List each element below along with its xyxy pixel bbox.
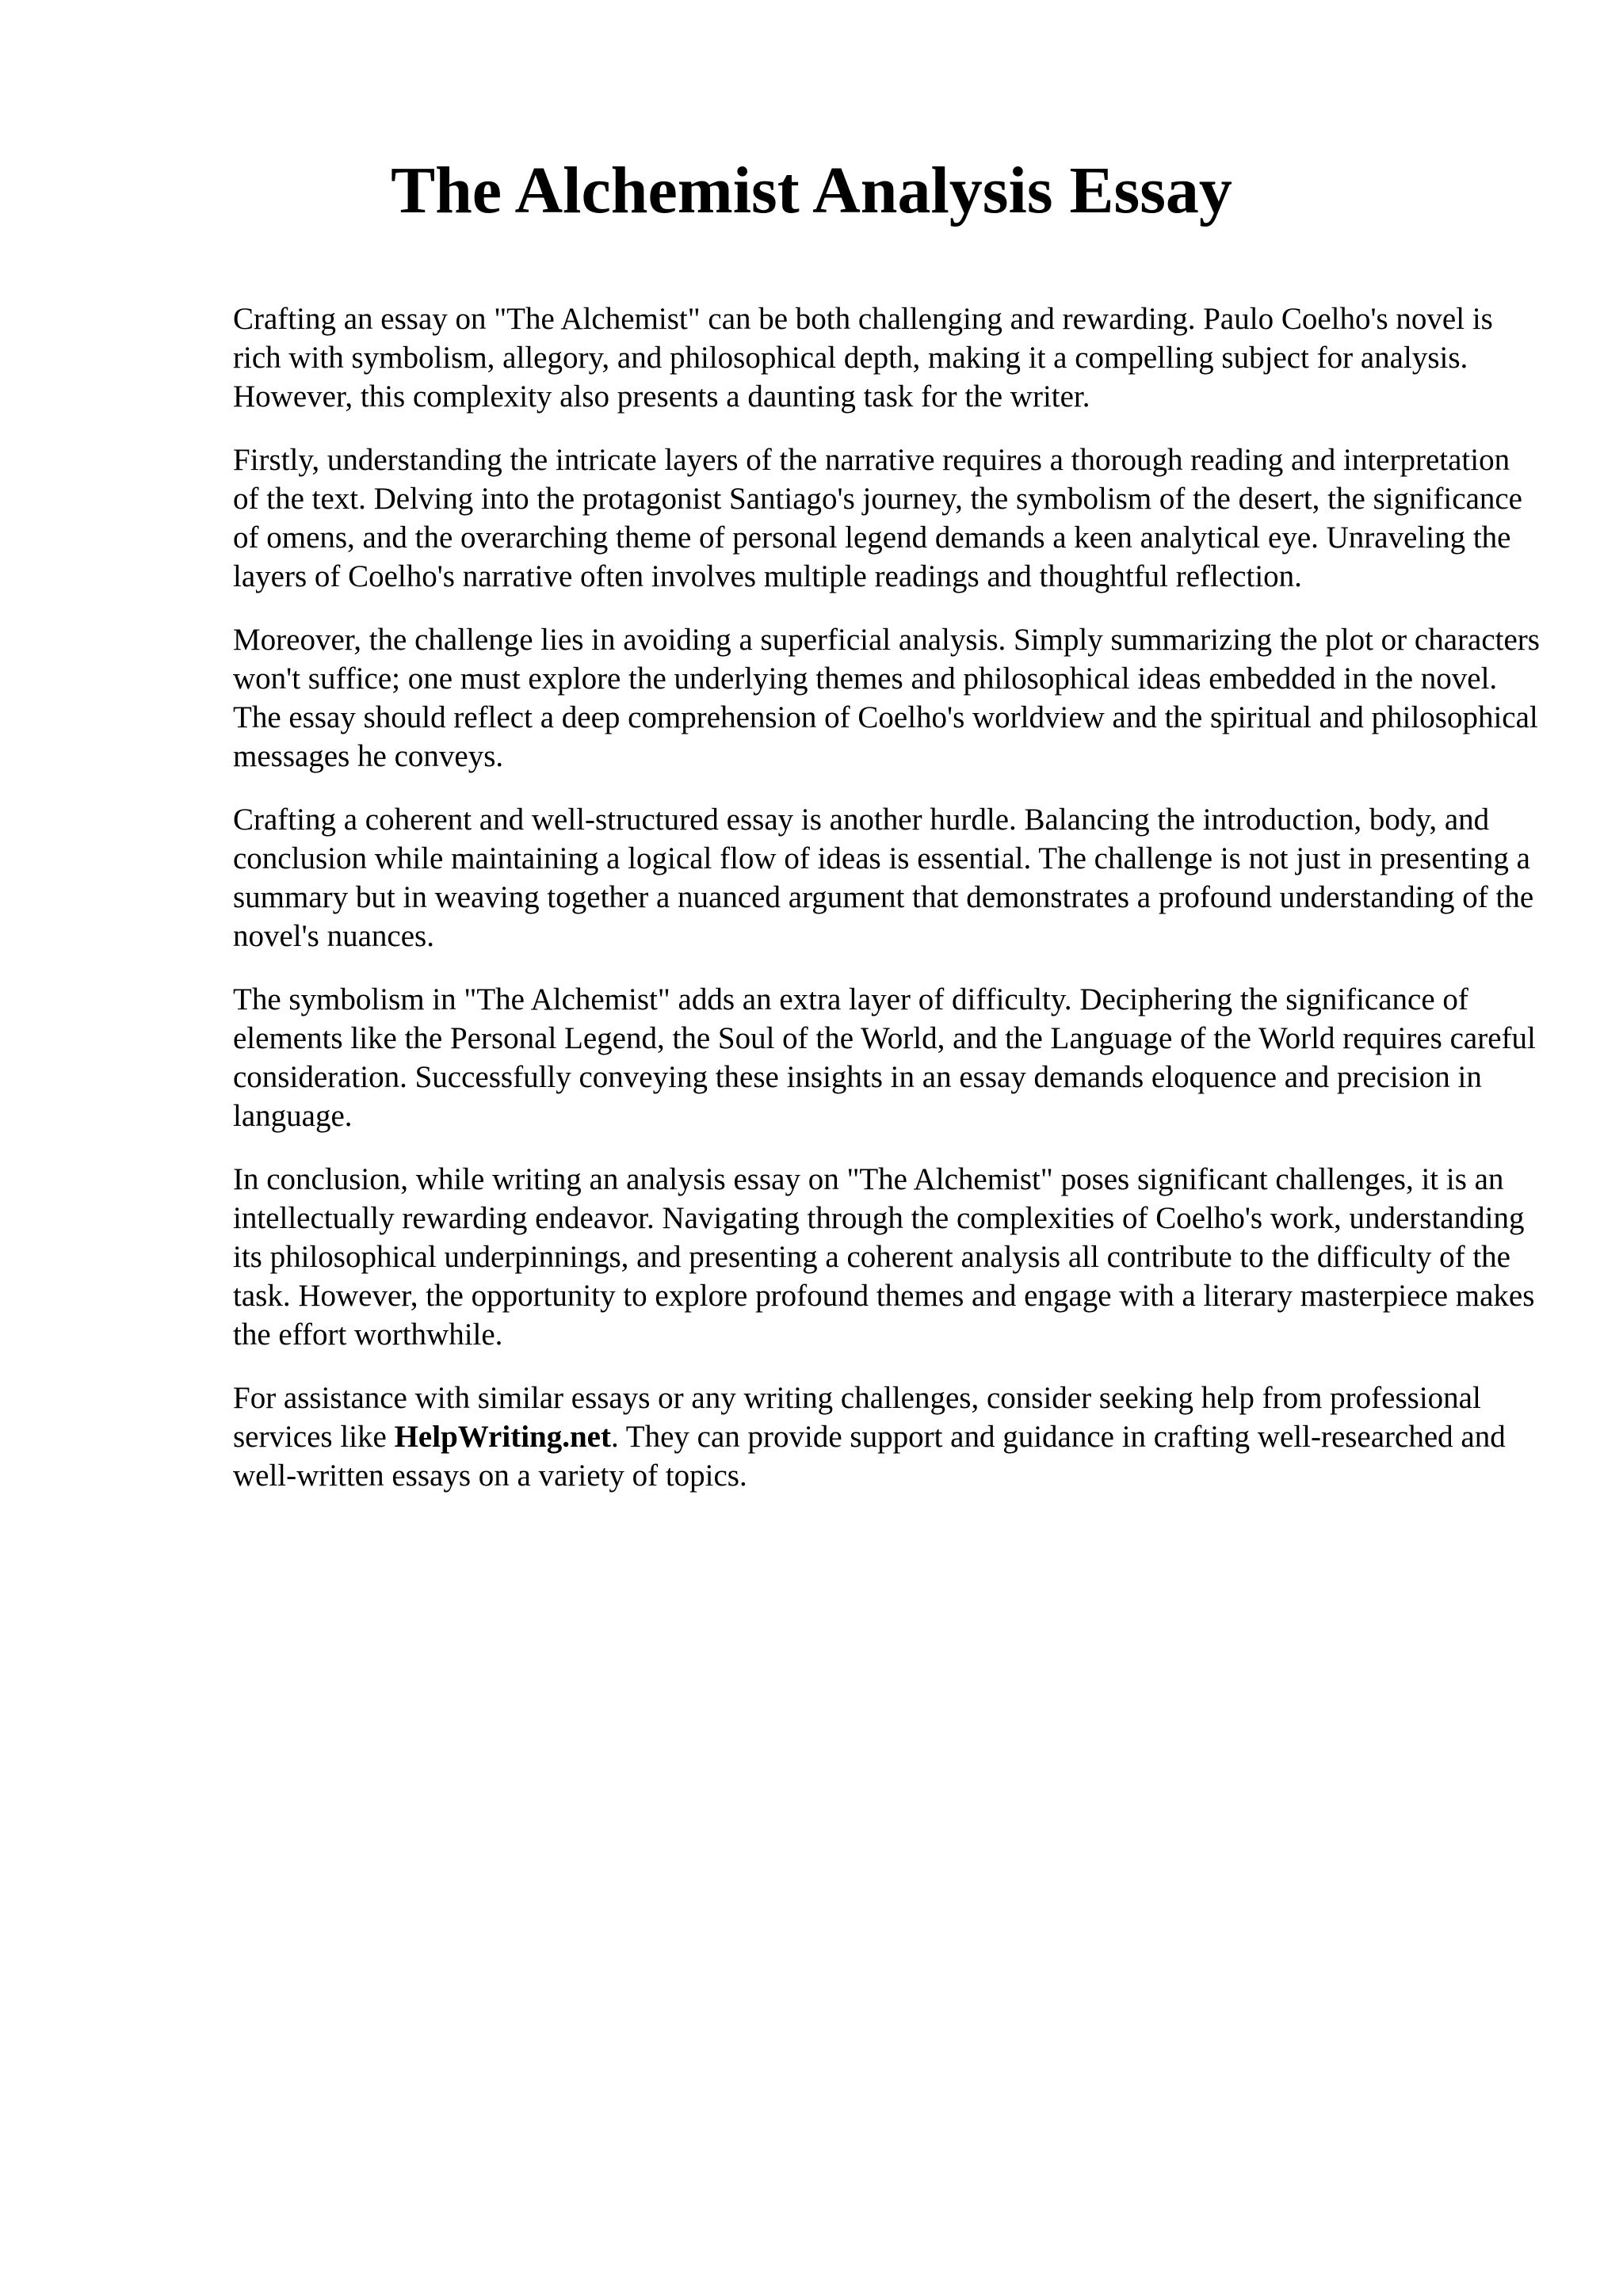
brand-name: HelpWriting.net (394, 1420, 611, 1454)
closing-text-after: . They can provide support and guidance in crafting well-researched and well-written essays on a variety of topics. (233, 1420, 1506, 1493)
paragraph-closing (233, 1379, 1541, 1495)
paragraph-conclusion: In conclusion, while writing an analysis essay on "The Alchemist" poses significant challenges, it is an intellectually rewarding endeavor. Navigating through the complexities of Coelho's work, understanding its philosophical underpinnings, and presenting a coherent analysis all contribute to the difficulty of the task. However, the opportunity to explore profound themes and engage with a literary masterpiece makes the effort worthwhile. (233, 1162, 1535, 1352)
paragraph-intro: Crafting an essay on "The Alchemist" can be both challenging and rewarding. Paulo Coelho's novel is rich with symbolism, allegory, and philosophical depth, making it a compelling subject for analysis. However, this complexity also presents a daunting task for the writer. (233, 302, 1493, 414)
document-title: The Alchemist Analysis Essay (391, 154, 1232, 227)
document-body (233, 299, 1541, 1520)
paragraph-firstly: Firstly, understanding the intricate layers of the narrative requires a thorough reading and interpretation of the text. Delving into the protagonist Santiago's journey, the symbolism of the desert, the significance of omens, and the overarching theme of personal legend demands a keen analytical eye. Unraveling the layers of Coelho's narrative often involves multiple readings and thoughtful reflection. (233, 443, 1522, 593)
paragraph-moreover: Moreover, the challenge lies in avoiding a superficial analysis. Simply summarizing the plot or characters won't suffice; one must explore the underlying themes and philosophical ideas embedded in the novel. The essay should reflect a deep comprehension of Coelho's worldview and the spiritual and philosophical messages he conveys. (233, 623, 1540, 773)
closing-text-before: For assistance with similar essays or any writing challenges, consider seeking help from professional services like (233, 1381, 1481, 1454)
paragraph-symbolism: The symbolism in "The Alchemist" adds an extra layer of difficulty. Deciphering the significance of elements like the Personal Legend, the Soul of the World, and the Language of the World requires careful consideration. Successfully conveying these insights in an essay demands eloquence and precision in language. (233, 982, 1536, 1133)
paragraph-structure: Crafting a coherent and well-structured essay is another hurdle. Balancing the introduction, body, and conclusion while maintaining a logical flow of ideas is essential. The challenge is not just in presenting a summary but in weaving together a nuanced argument that demonstrates a profound understanding of the novel's nuances. (233, 803, 1534, 953)
